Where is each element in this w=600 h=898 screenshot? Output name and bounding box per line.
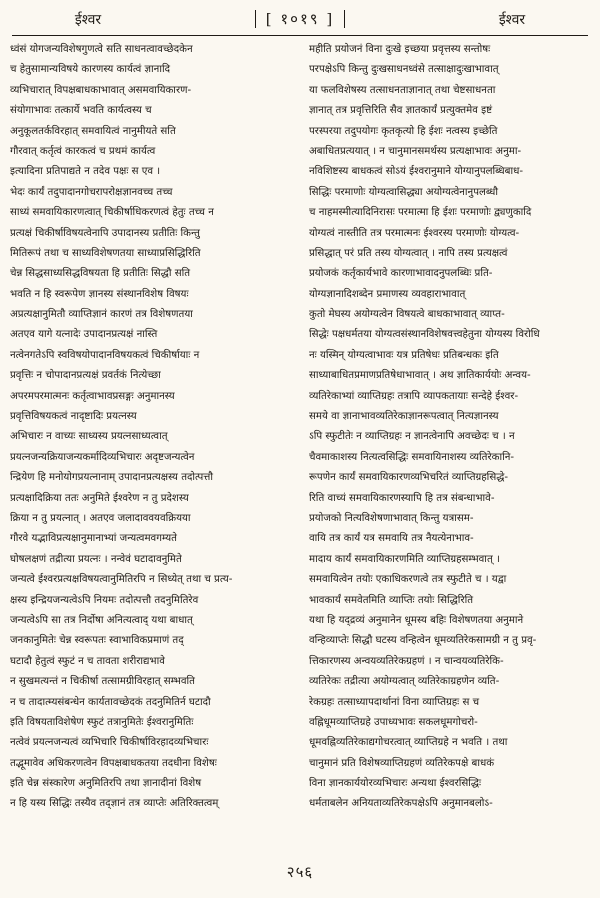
text-line: वह्निधूमव्याप्तिग्रहे उपाध्यभावः सकलधूमगोचरो- bbox=[309, 716, 478, 728]
text-line: भेदः कार्यं तदुपादानगोचरापरोक्षज्ञानवच्च तच्च bbox=[10, 186, 173, 198]
text-line: चेन्न सिद्धसाध्यसिद्धविषयता हि प्रतीतिः सिद्धौ सति bbox=[10, 268, 191, 280]
text-line: प्रवृत्तिविषयकत्वं नादृष्टादिः प्रयत्नस्य bbox=[10, 411, 137, 423]
text-line: नत्वेनगतेऽपि स्वविषयोपादानविषयकत्वं चिकीर्षायाः न bbox=[10, 349, 200, 361]
text-line: अबाधितप्रत्ययात् । न चानुमानसमर्थस्य प्रत्यक्षाभावः अनुमा- bbox=[309, 145, 522, 157]
header-rule bbox=[12, 35, 588, 36]
text-line: अप्रत्यक्षानुमितौ व्याप्तिज्ञानं कारणं तत्र विशेषणतया bbox=[10, 309, 193, 321]
text-line: नत्वेवं प्रयत्नजन्यत्वं व्यभिचारि चिकीर्षाविरहादव्यभिचारः bbox=[10, 737, 209, 749]
text-line: योग्यत्वं नास्तीति तत्र परमात्मनः ईश्वरस्य परमाणोः योग्यत्व- bbox=[309, 227, 520, 239]
right-column bbox=[309, 40, 588, 854]
text-line: इति विषयताविशेषेण स्फुटं तत्रानुमितेः ईश्वरानुमितिः bbox=[10, 716, 194, 728]
text-line: परस्परया तदुपयोगः कृतकृत्यो हि ईशः नत्वस्य इच्छेति bbox=[309, 125, 498, 137]
text-line: रूपणेन कार्यं समवायिकारणव्यभिचरितं व्याप्तिग्रहसिद्धे- bbox=[309, 472, 509, 484]
text-line: व्यतिरेकः तद्रीत्या अयोग्यत्वात् व्यतिरेकाग्रहणेन व्यति- bbox=[309, 676, 500, 688]
text-line: अपरमपरमात्मनः कर्तृत्वाभावप्रसङ्गः अनुमानस्य bbox=[10, 390, 175, 402]
text-line: न च तादात्म्यसंबन्धेन कार्यतावच्छेदकं तदनुमितिर्न घटादौ bbox=[10, 696, 211, 708]
text-line: रेकग्रहः तत्साध्यापदार्थानां विना व्याप्तिग्रहः स च bbox=[309, 696, 480, 708]
text-line: त्तिकारणस्य अन्वयव्यतिरेकग्रहणं । न चान्वयव्यतिरेकि- bbox=[309, 655, 504, 667]
text-line: परपक्षेऽपि किन्तु दुःखसाधनध्वंसे तत्साक्षादुःखाभावात् bbox=[309, 64, 499, 76]
text-line: प्रत्यक्षादिक्रिया ततः अनुमिते ईश्वरेण न तु प्रदेशस्य bbox=[10, 492, 189, 504]
text-line: ध्वंसं योगजन्यविशेषगुणत्वे सति साधनत्वावच्छेदकेन bbox=[10, 44, 193, 55]
text-line: संयोगाभावः तत्कार्ये भवति कार्यत्वस्य च bbox=[10, 105, 152, 117]
text-line: क्षस्य इन्द्रियजन्यत्वेऽपि नियमः तदोत्पत्तौ तदनुमितिरेव bbox=[10, 594, 199, 606]
text-line: धूमवह्निव्यतिरेकाद्यगोचरत्वात् व्याप्तिग्रहे न भवति । तथा bbox=[309, 737, 508, 749]
text-line: कुतो मेघस्य अयोग्यत्वेन विषयत्वे बाधकाभावात् व्याप्त- bbox=[309, 309, 505, 321]
text-line: या फलविशेषस्य तत्साधनताज्ञानात् तथा चेष्टसाधनता bbox=[309, 84, 496, 96]
text-line: समये वा ज्ञानाभावव्यतिरेकाज्ञानरूपत्वात् नित्यज्ञानस्य bbox=[309, 411, 499, 423]
text-line: व्यतिरेकाभ्यां व्याप्तिग्रहः तत्रापि व्यापकतायाः सन्देहे ईश्वर- bbox=[309, 390, 519, 402]
text-line: क्रिया न तु प्रयत्नात् । अतएव जलादाववयवक्रियया bbox=[10, 512, 191, 524]
text-line: न सुखमत्यन्तं न चिकीर्षा तत्सामग्रीविरहात् सम्भवति bbox=[10, 676, 195, 688]
text-line: गौरवात् कर्तृत्वं कारकत्वं च प्रथमं कार्यत्व bbox=[10, 145, 156, 157]
text-line: चैवमाकाशस्य नित्यत्वसिद्धिः समवायिनाशस्य व्यतिरेकानि- bbox=[309, 451, 515, 463]
page-number: २५६ bbox=[286, 863, 314, 881]
folio-number: [ १०१९ ] bbox=[255, 10, 345, 28]
text-line: साध्यं समवायिकारणत्वात् चिकीर्षाधिकरणत्वं हेतुः तच्च न bbox=[10, 207, 214, 219]
text-line: प्रयोजको नित्यविशेषणाभावात् किन्तु यत्रासम- bbox=[309, 512, 474, 524]
text-line: जन्यत्वे ईश्वरप्रत्यक्षविषयत्वानुमितिरपि न सिध्येत् तथा च प्रत्य- bbox=[10, 574, 233, 586]
text-line: प्रत्यक्षं चिकीर्षाविषयत्वेनापि उपादानस्य प्रतीतिः किन्तु bbox=[10, 227, 200, 239]
text-line: ज्ञानात् तत्र प्रवृत्तिरिति सैव ज्ञातकार्यं प्रत्युक्तमेव इष्टं bbox=[309, 105, 493, 117]
text-line: इति चेन्न संस्कारेण अनुमितिरपि तथा ज्ञानादीनां विशेष bbox=[10, 778, 202, 790]
text-line: वन्हिव्याप्तेः सिद्धौ घटस्य वन्हित्वेन धूमव्यतिरेकसामग्री न तु प्रवृ- bbox=[309, 635, 537, 647]
text-line: तद्भूमावेव अधिकरणत्वेन विपक्षबाधकतया तदधीना विशेषः bbox=[10, 757, 217, 769]
left-column bbox=[10, 40, 289, 854]
text-line: भवति न हि स्वरूपेण ज्ञानस्य संस्थानविशेष विषयः bbox=[10, 288, 189, 300]
text-line: ऽपि स्फुटीतेः न व्याप्तिग्रहः न ज्ञानत्वेनापि अवच्छेदः च । न bbox=[309, 431, 515, 443]
text-line: न्द्रियेण हि मनोयोगप्रयत्नानाम् उपादानप्रत्यक्षस्य तदोत्पत्तौ bbox=[10, 472, 213, 484]
page-footer bbox=[0, 862, 600, 882]
text-line: गौरवे यद्भाविप्रत्यक्षानुमानाभ्यां जन्यत्वमवगम्यते bbox=[10, 533, 177, 545]
text-line: धर्मताबलेन अनियताव्यतिरेकपक्षेऽपि अनुमानबलोऽ- bbox=[309, 798, 493, 810]
text-line: मितिरूपं तथा च साध्यविशेषणतया साध्याप्रसिद्धिरिति bbox=[10, 247, 201, 259]
page-header bbox=[18, 4, 582, 34]
text-line: रिति वाच्यं समवायिकारणस्यापि हि तत्र संबन्धाभावे- bbox=[309, 492, 495, 504]
text-line: घटादौ हेतुत्वं स्फुटं न च तावता शरीराद्यभावे bbox=[10, 655, 165, 667]
text-line: नविशिष्टस्य बाधकत्वं सोऽयं ईश्वरानुमाने योग्यानुपलब्धिबाध- bbox=[309, 166, 524, 178]
text-line: विना ज्ञानकार्ययोरव्यभिचारः अन्यथा ईश्वरसिद्धिः bbox=[309, 778, 482, 790]
text-line: वायि तत्र कार्यं यत्र समवायि तत्र नैयत्येनाभाव- bbox=[309, 533, 474, 545]
text-line: अनुकूलतर्कविरहात् समवायित्वं नानुमीयते सति bbox=[10, 125, 176, 137]
text-line: समवायित्वेन तयोः एकाधिकरणत्वे तत्र स्फुटीते च । यद्वा bbox=[309, 574, 507, 586]
text-line: नः यस्मिन् योग्यत्वाभावः यत्र प्रतिषेधः प्रतिबन्धकः इति bbox=[309, 349, 499, 361]
text-line: साध्याबाधितप्रमाणप्रतिषेधाभावात् । अथ ज्ञातिकार्ययोः अन्वय- bbox=[309, 370, 531, 382]
text-columns bbox=[10, 40, 588, 854]
text-line: च नाहमस्मीत्यादिनिरासः परमात्मा हि ईशः परमाणोः द्व्यणुकादि bbox=[309, 207, 532, 219]
running-head-right: ईश्वर bbox=[498, 11, 526, 28]
text-line: योग्यज्ञानादिशब्देन प्रमाणस्य व्यवहाराभावात् bbox=[309, 288, 466, 300]
text-line: सिद्धिः परमाणोः योग्यत्वासिद्ध्या अयोग्यत्वेनानुपलब्धौ bbox=[309, 186, 498, 198]
text-line: च हेतुसामान्यविषये कारणस्य कार्यत्वं ज्ञानादि bbox=[10, 64, 171, 76]
text-line: इत्यादिना प्रतिपाद्यते न तदेव पक्षः स एव । bbox=[10, 166, 161, 178]
text-line: मादाय कार्यं समवायिकारणमिति व्याप्तिग्रहसम्भवात् । bbox=[309, 553, 500, 565]
text-line: चानुमानं प्रति विशेषव्याप्तिग्रहणं व्यतिरेकपक्षे बाधकं bbox=[309, 757, 495, 769]
text-line: जनकानुमितेः चेन्न स्वरूपतः स्वाभाविकप्रमाणं तद् bbox=[10, 635, 184, 647]
text-line: अभिचारः न वाच्यः साध्यस्य प्रयत्नसाध्यत्वात् bbox=[10, 431, 168, 443]
text-line: प्रवृत्तिः न चोपादानप्रत्यक्षं प्रवर्तकं नित्येच्छा bbox=[10, 370, 161, 382]
text-line: प्रसिद्धात् परं प्रति तस्य योग्यत्वात् । नापि तस्य प्रत्यक्षत्वं bbox=[309, 247, 508, 259]
text-line: महीति प्रयोजनं विना दुःखे इच्छया प्रवृत्तस्य सन्तोषः bbox=[309, 44, 491, 55]
text-line: प्रयोजकं कर्तृकार्यभावे कारणाभावादनुपलब्धिः प्रति- bbox=[309, 268, 493, 280]
running-head-left: ईश्वर bbox=[74, 11, 102, 28]
text-line: भावकार्यं समवेतमिति व्याप्तिः तयोः सिद्धिरिति bbox=[309, 594, 474, 606]
text-line: प्रयत्नजन्यक्रियाजन्यकर्मादिव्यभिचारः अदृष्टजन्यत्वेन bbox=[10, 451, 195, 463]
text-line: न हि यस्य सिद्धिः तस्यैव तद्ज्ञानं तत्र व्याप्तेः अतिरिक्तत्वम् bbox=[10, 798, 219, 810]
text-line: व्यभिचारात् विपक्षबाधकाभावात् असमवायिकारण- bbox=[10, 84, 192, 96]
text-line: सिद्धेः पक्षधर्मतया योग्यत्वसंस्थानविशेषवत्त्वहेतुना योग्यस्य विरोधि bbox=[309, 329, 540, 341]
text-line: यथा हि यद्द्रव्यं अनुमानेन धूमस्य बहिः विशेषणतया अनुमाने bbox=[309, 614, 524, 626]
text-line: जन्यत्वेऽपि सा तत्र निर्दोषा अनित्यत्वाद् यथा बाधात् bbox=[10, 614, 193, 626]
text-line: अतएव यागे यत्नादेः उपादानप्रत्यक्षं नास्ति bbox=[10, 329, 158, 341]
text-line: घोषलक्षणं तद्रीत्या प्रयत्नः । नन्वेवं घटादावनुमिते bbox=[10, 553, 182, 565]
